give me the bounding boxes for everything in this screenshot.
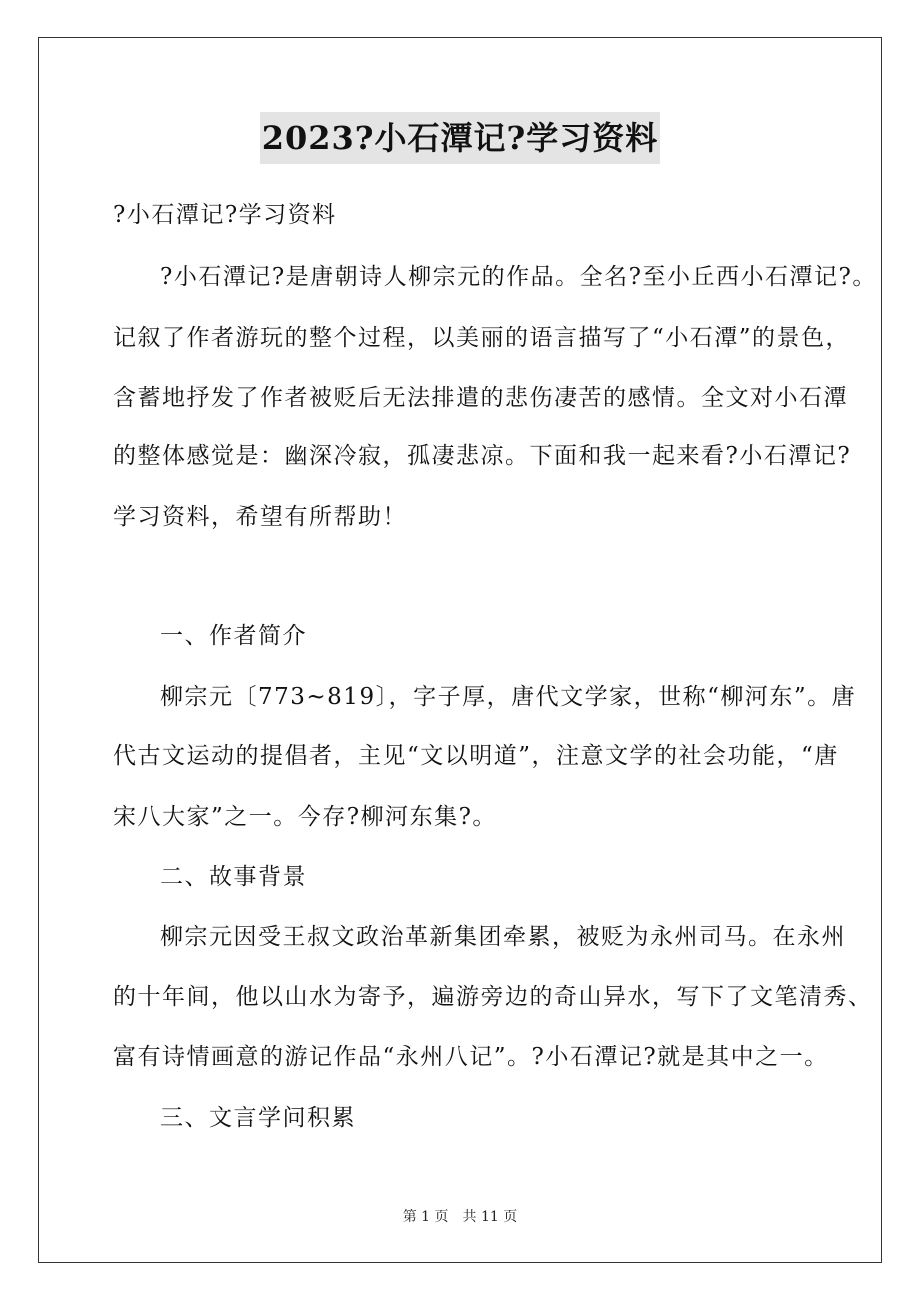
section2-line-3: 富有诗情画意的游记作品“永州八记”。?小石潭记?就是其中之一。 <box>113 1044 829 1070</box>
section2-heading: 二、故事背景 <box>160 864 307 890</box>
section1-line-3: 宋八大家”之一。今存?柳河东集?。 <box>113 804 497 830</box>
section1-line-1: 柳宗元〔773~819〕，字子厚，唐代文学家，世称“柳河东”。唐 <box>160 684 857 710</box>
section3-heading: 三、文言学问积累 <box>160 1105 356 1131</box>
intro-line-1: ?小石潭记?是唐朝诗人柳宗元的作品。全名?至小丘西小石潭记?。 <box>160 264 877 290</box>
intro-line-2: 记叙了作者游玩的整个过程，以美丽的语言描写了“小石潭”的景色， <box>113 325 851 351</box>
subtitle-line: ?小石潭记?学习资料 <box>113 202 337 228</box>
page-footer: 第 1 页 共 11 页 <box>402 1209 518 1225</box>
intro-line-3: 含蓄地抒发了作者被贬后无法排遣的悲伤凄苦的感情。全文对小石潭 <box>113 385 848 411</box>
intro-line-4: 的整体感觉是：幽深冷寂，孤凄悲凉。下面和我一起来看?小石潭记? <box>113 443 852 469</box>
section1-line-2: 代古文运动的提倡者，主见“文以明道”，注意文学的社会功能，“唐 <box>113 743 839 769</box>
section2-line-2: 的十年间，他以山水为寄予，遍游旁边的奇山异水，写下了文笔清秀、 <box>113 984 873 1010</box>
title-container <box>0 112 920 164</box>
document-title: 2023?小石潭记?学习资料 <box>260 112 661 164</box>
section1-heading: 一、作者简介 <box>160 623 307 649</box>
intro-line-5: 学习资料，希望有所帮助！ <box>113 504 407 530</box>
section2-line-1: 柳宗元因受王叔文政治革新集团牵累，被贬为永州司马。在永州 <box>160 924 846 950</box>
